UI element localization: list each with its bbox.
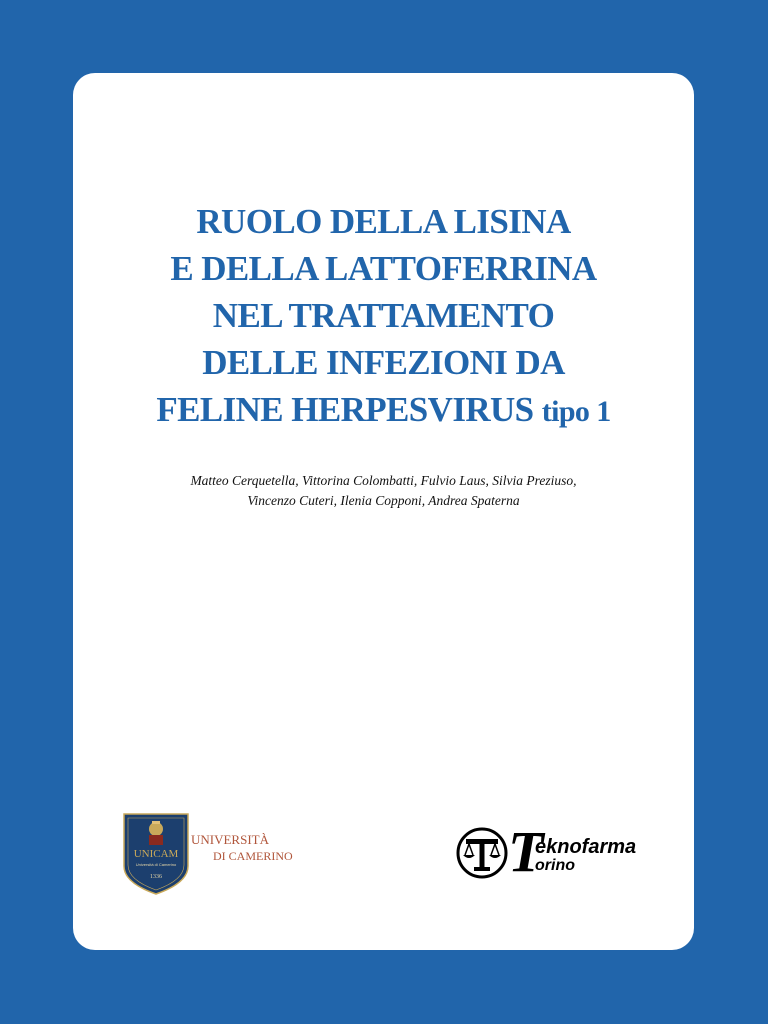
- teknofarma-name: eknofarma: [535, 836, 637, 858]
- authors-line-1: Matteo Cerquetella, Vittorina Colombatti, Fulvio Laus, Silvia Preziuso,: [190, 473, 577, 488]
- scales-of-justice-icon: [458, 829, 506, 877]
- teknofarma-city: orino: [535, 857, 575, 874]
- document-title: [73, 198, 694, 435]
- title-line-2: E DELLA LATTOFERRINA: [170, 249, 597, 288]
- teknofarma-logo: [456, 825, 661, 881]
- title-line-5: [73, 386, 694, 435]
- authors-line-2: Vincenzo Cuteri, Ilenia Copponi, Andrea Spaterna: [247, 493, 520, 508]
- unicam-wordmark-line2: DI CAMERINO: [213, 849, 293, 863]
- unicam-wordmark: [191, 829, 331, 869]
- unicam-name: UNICAM: [133, 848, 179, 860]
- svg-text:T: T: [508, 825, 544, 881]
- title-line-4: DELLE INFEZIONI DA: [202, 343, 565, 382]
- title-line-5-main: FELINE HERPESVIRUS: [156, 390, 534, 429]
- title-line-5-suffix: tipo 1: [541, 395, 611, 428]
- author-list: [73, 471, 694, 511]
- unicam-year: 1336: [150, 874, 162, 880]
- title-line-1: RUOLO DELLA LISINA: [196, 202, 571, 241]
- unicam-wordmark-line1: UNIVERSITÀ: [191, 832, 269, 847]
- title-line-3: NEL TRATTAMENTO: [212, 296, 555, 335]
- cover-card: [73, 73, 694, 950]
- unicam-shield-logo: [121, 811, 191, 896]
- unicam-subtitle: Università di Camerino: [135, 862, 177, 867]
